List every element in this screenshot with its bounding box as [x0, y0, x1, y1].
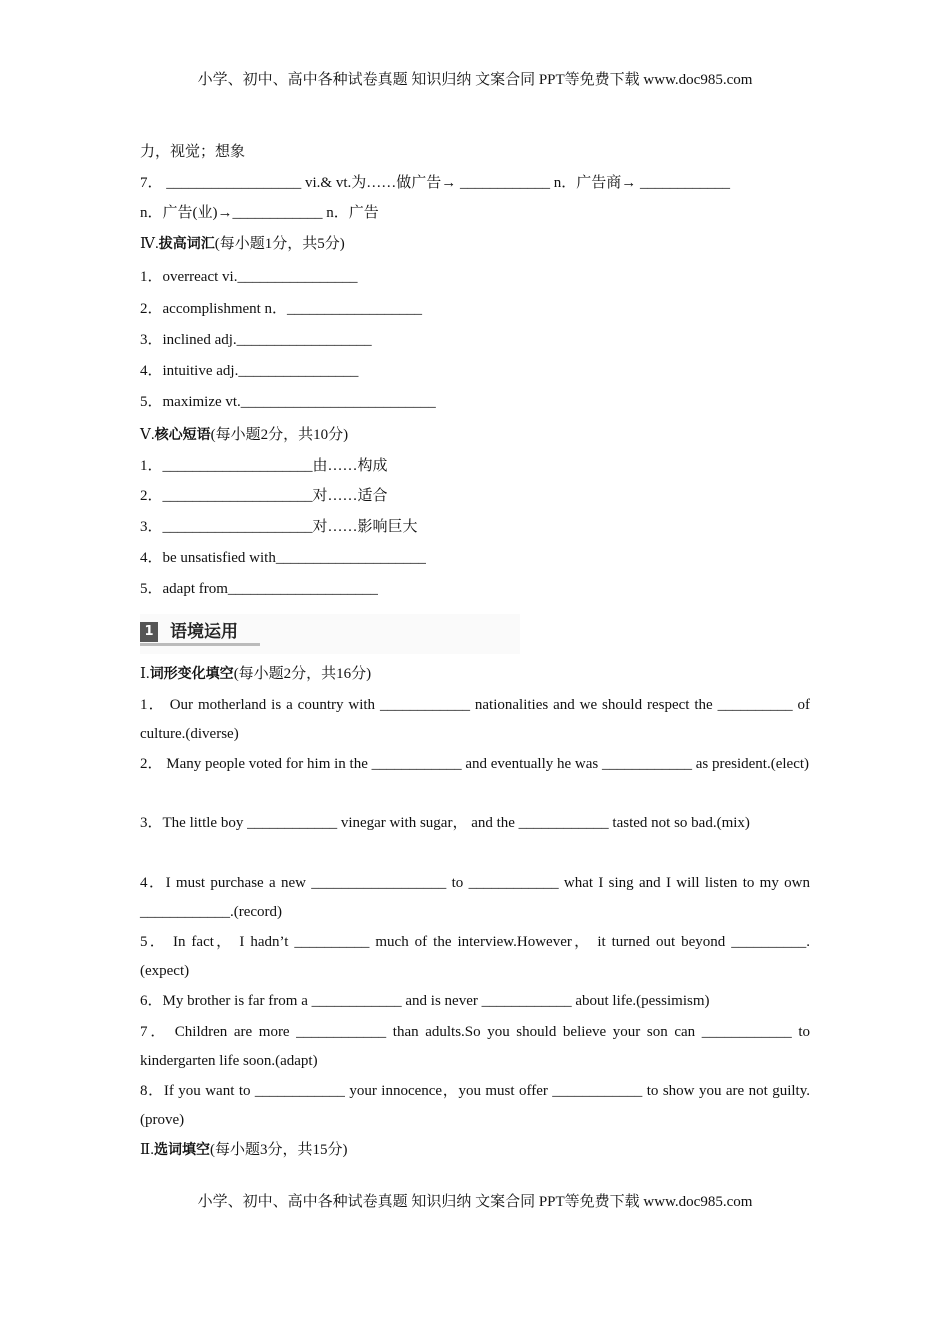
text-line: 7． __________________ vi.& vt.为……做广告→ ____________ n．广告商→ ____________ [140, 175, 731, 191]
page-footer: 小学、初中、高中各种试卷真题 知识归纳 文案合同 PPT等免费下载 www.doc985.com [197, 1194, 753, 1210]
question: 2． Many people voted for him in the ____________ and eventually he was ____________ as president.(elect) [140, 756, 810, 772]
roman: Ⅰ. [140, 666, 150, 682]
question: 3．The little boy ____________ vinegar with sugar， and the ____________ tasted not so bad.(mix) [140, 815, 750, 831]
section-heading [140, 614, 520, 654]
list-item: 5．adapt from____________________ [140, 581, 378, 597]
list-item: 5．maximize vt.__________________________ [140, 394, 436, 410]
list-item: 4．intuitive adj.________________ [140, 363, 359, 379]
title-bold: 选词填空 [153, 1142, 210, 1158]
title-bold: 拔高词汇 [158, 236, 215, 252]
page-header: 小学、初中、高中各种试卷真题 知识归纳 文案合同 PPT等免费下载 www.doc985.com [197, 72, 753, 88]
title-bold: 核心短语 [154, 427, 211, 443]
list-item: 1．overreact vi.________________ [140, 269, 358, 285]
title-rest: (每小题3分，共15分) [209, 1142, 348, 1158]
text-line: n．广告(业)→____________ n．广告 [140, 205, 379, 221]
section-title [140, 1136, 810, 1165]
question: 7． Children are more ____________ than adults.So you should believe your son can ____________ to kindergarten life soon.(adapt) [140, 1024, 810, 1069]
roman: Ⅴ. [140, 427, 155, 443]
list-item: 2．accomplishment n．__________________ [140, 301, 423, 317]
section-number-icon: 1 [140, 622, 158, 642]
roman: Ⅱ. [140, 1142, 154, 1158]
list-item: 3．inclined adj.__________________ [140, 332, 372, 348]
section-title [140, 230, 810, 259]
list-item: 2．____________________对……适合 [140, 488, 388, 504]
section-title [140, 660, 810, 689]
question: 4．I must purchase a new __________________ to ____________ what I sing and I will listen to my own ____________.(record) [140, 875, 810, 920]
question: 6．My brother is far from a ____________ and is never ____________ about life.(pessimism) [140, 993, 710, 1009]
section-title [140, 421, 810, 450]
question: 8．If you want to ____________ your innocence，you must offer ____________ to show you are not guilty.(prove) [140, 1083, 810, 1128]
question: 5． In fact， I hadn’t __________ much of the interview.However， it turned out beyond __________.(expect) [140, 934, 810, 979]
list-item: 3．____________________对……影响巨大 [140, 519, 418, 535]
title-rest: (每小题2分，共10分) [210, 427, 349, 443]
section-heading-title: 语境运用 [170, 622, 238, 642]
title-rest: (每小题2分，共16分) [233, 666, 372, 682]
question: 1． Our motherland is a country with ____________ nationalities and we should respect the __________ of culture.(diverse) [140, 697, 810, 742]
list-item: 4．be unsatisfied with____________________ [140, 550, 426, 566]
text-line: 力，视觉；想象 [140, 144, 246, 160]
list-item: 1．____________________由……构成 [140, 458, 388, 474]
roman: Ⅳ. [140, 236, 159, 252]
title-rest: (每小题1分，共5分) [214, 236, 345, 252]
title-bold: 词形变化填空 [149, 666, 234, 682]
